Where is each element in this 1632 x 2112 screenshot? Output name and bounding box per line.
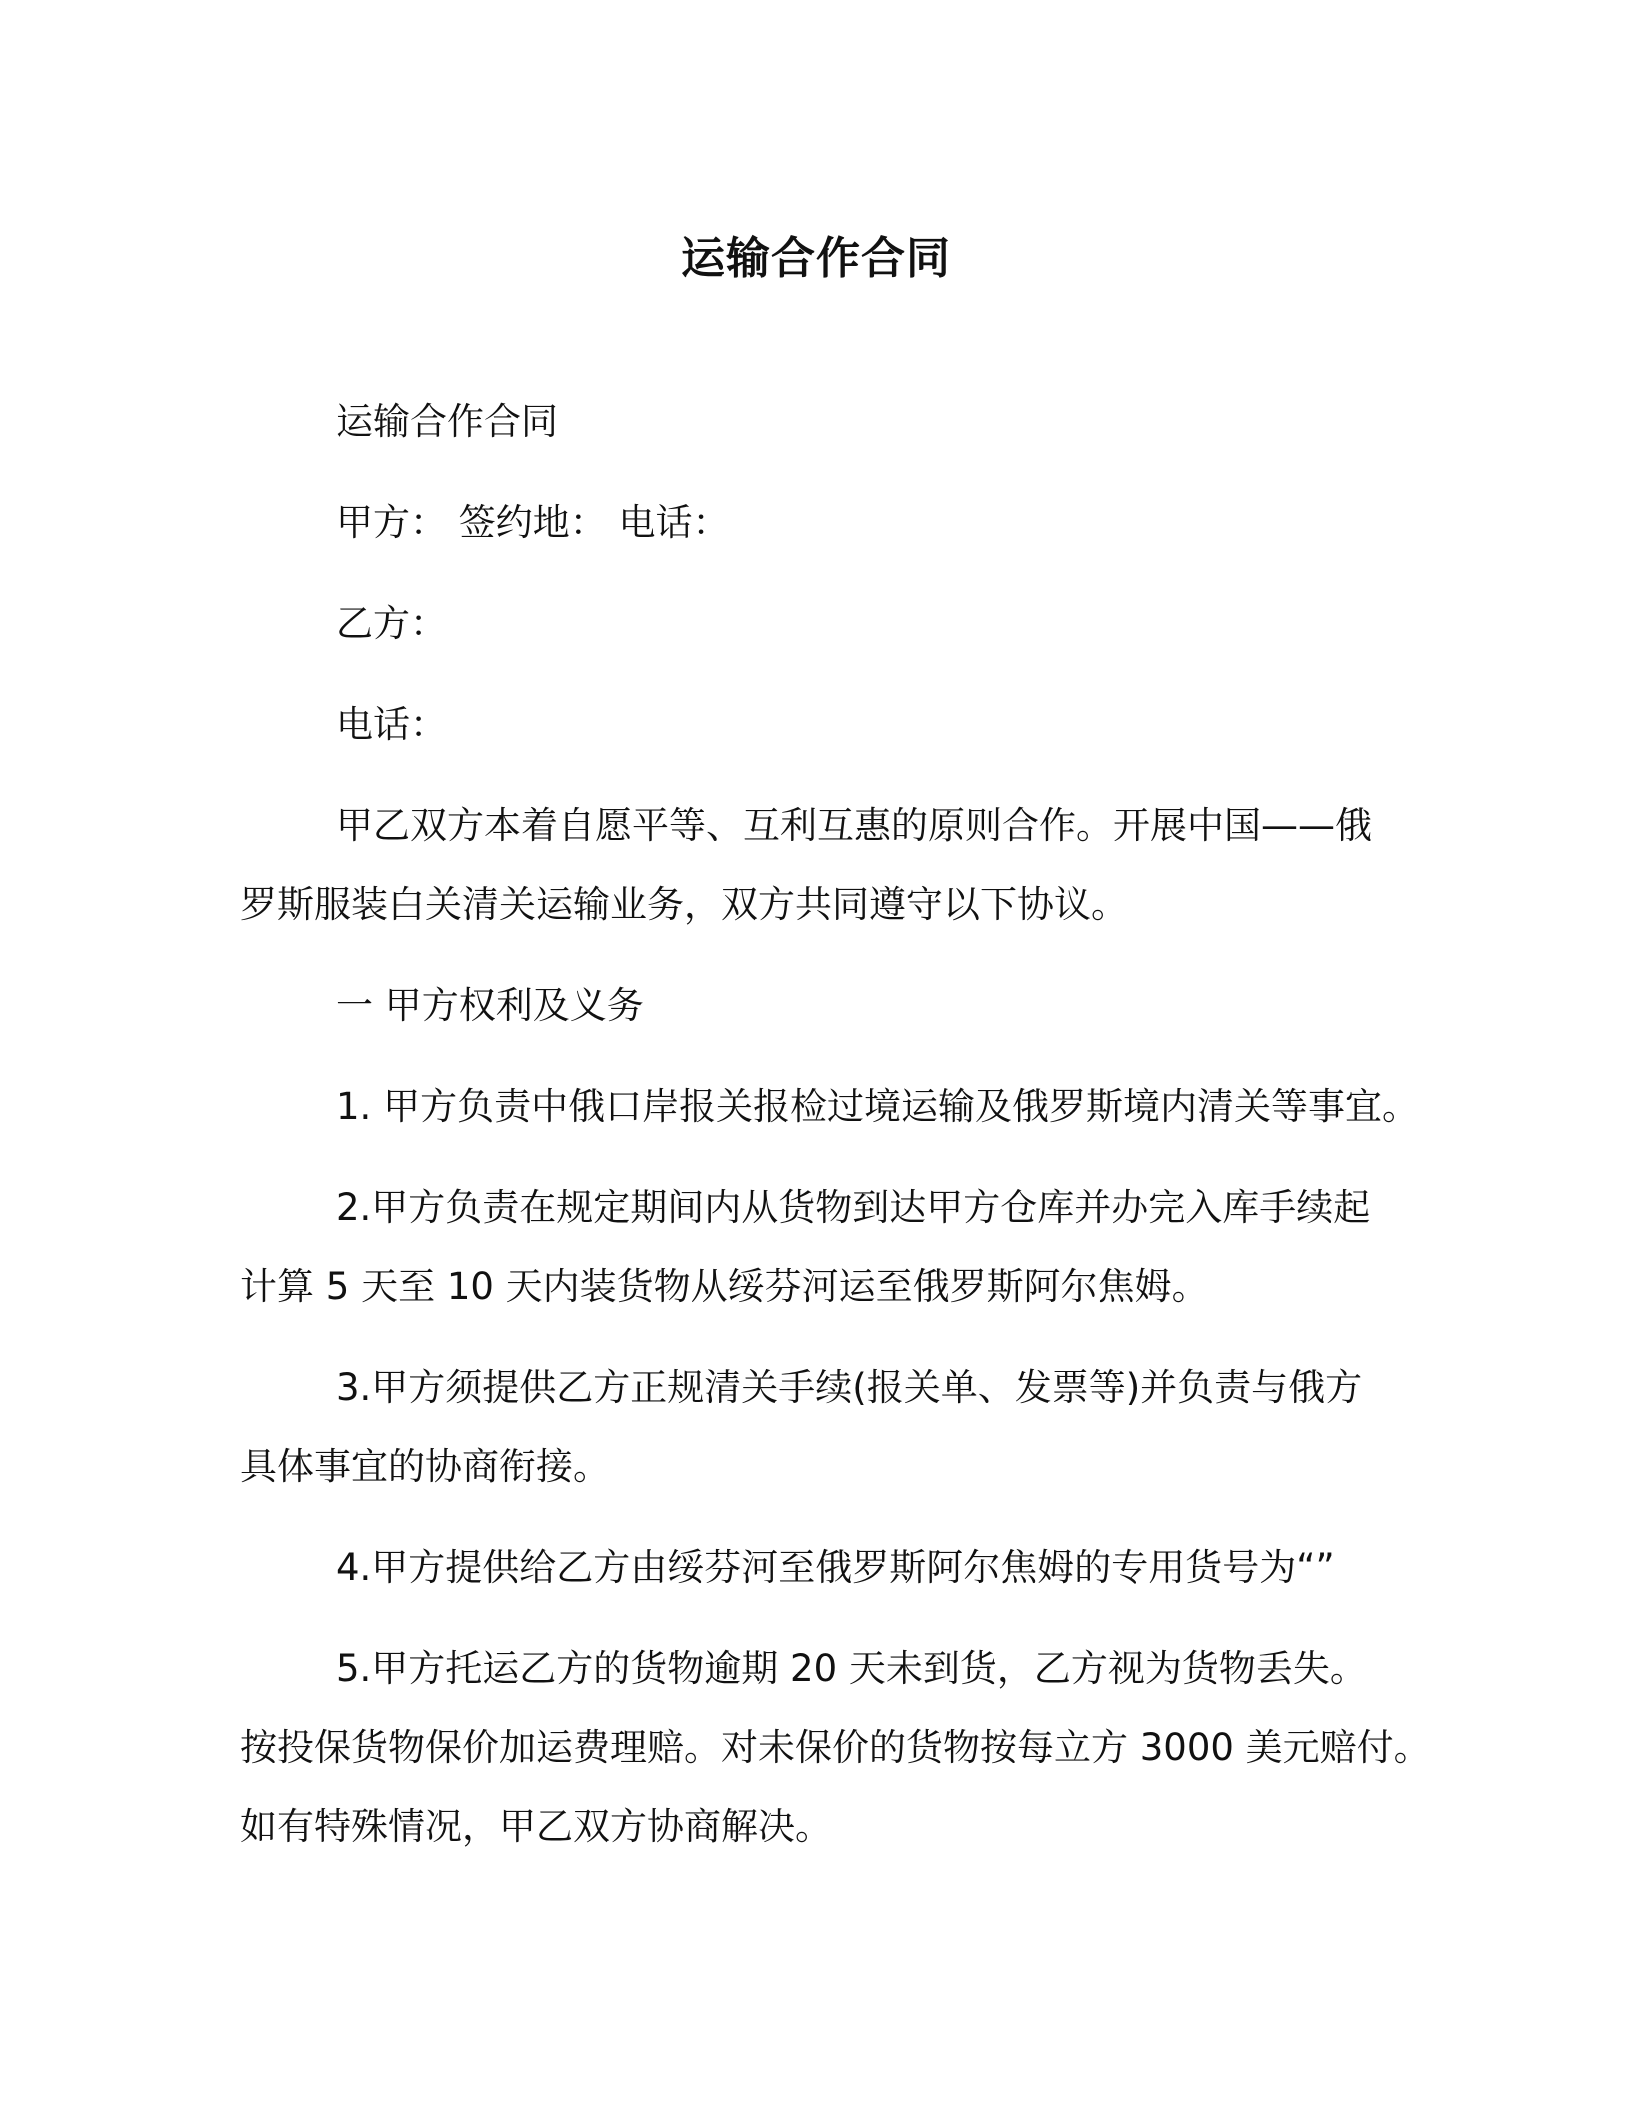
clause-3-line-2: 具体事宜的协商衔接。 <box>240 1445 610 1488</box>
clause-3-line-1: 3.甲方须提供乙方正规清关手续(报关单、发票等)并负责与俄方 <box>336 1366 1363 1409</box>
clause-1: 1. 甲方负责中俄口岸报关报检过境运输及俄罗斯境内清关等事宜。 <box>336 1085 1420 1128</box>
clause-4: 4.甲方提供给乙方由绥芬河至俄罗斯阿尔焦姆的专用货号为“” <box>336 1546 1335 1589</box>
clause-5-line-3: 如有特殊情况，甲乙双方协商解决。 <box>240 1805 832 1848</box>
intro-line-2: 罗斯服装白关清关运输业务，双方共同遵守以下协议。 <box>240 883 1128 926</box>
document-subtitle: 运输合作合同 <box>336 400 558 443</box>
clause-5-line-2: 按投保货物保价加运费理赔。对未保价的货物按每立方 3000 美元赔付。 <box>240 1726 1431 1769</box>
clause-2-line-1: 2.甲方负责在规定期间内从货物到达甲方仓库并办完入库手续起 <box>336 1186 1371 1229</box>
phone-line: 电话： <box>336 703 447 746</box>
clause-5 <box>240 1642 1431 1854</box>
intro-line-1: 甲乙双方本着自愿平等、互利互惠的原则合作。开展中国——俄 <box>336 804 1372 847</box>
clause-5-line-1: 5.甲方托运乙方的货物逾期 20 天未到货，乙方视为货物丢失。 <box>336 1647 1367 1690</box>
party-b-line: 乙方： <box>336 602 447 645</box>
document-title: 运输合作合同 <box>681 233 951 284</box>
clause-2 <box>240 1181 1420 1314</box>
party-a-line: 甲方： 签约地： 电话： <box>336 501 730 544</box>
section-heading: 一 甲方权利及义务 <box>336 984 644 1027</box>
document-body <box>240 395 1431 1854</box>
clause-3 <box>240 1361 1420 1494</box>
clause-2-line-2: 计算 5 天至 10 天内装货物从绥芬河运至俄罗斯阿尔焦姆。 <box>240 1265 1209 1308</box>
intro-paragraph <box>240 799 1420 932</box>
